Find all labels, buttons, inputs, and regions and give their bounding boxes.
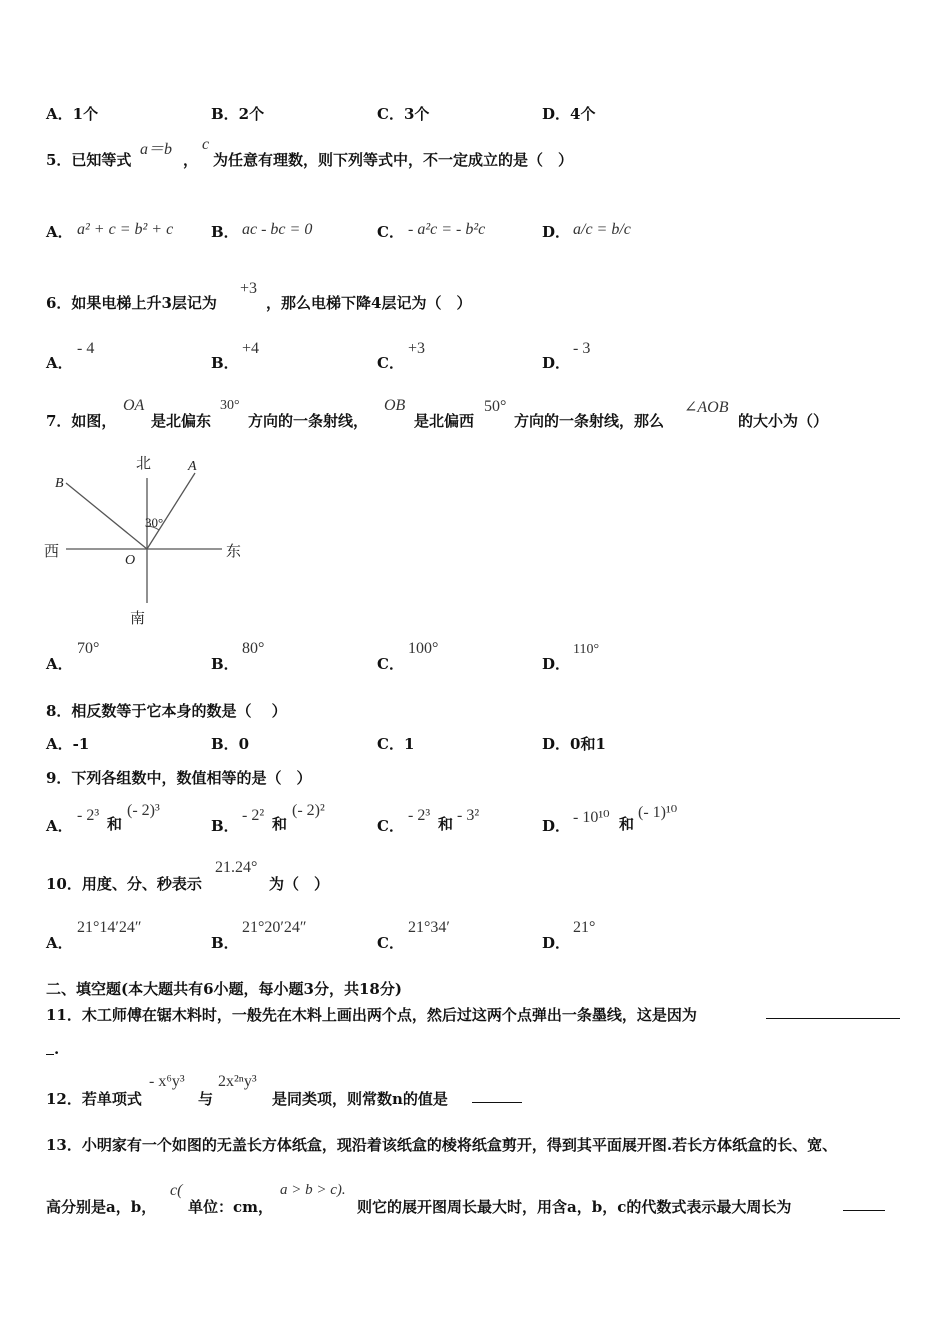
q6-option-d: - 3 (573, 340, 591, 357)
q9-c-and: 和 (438, 815, 454, 833)
q7-angle: ∠AOB (684, 399, 729, 416)
q8-option-d: D．0和1 (542, 735, 606, 753)
q7-direction-figure (40, 448, 260, 628)
q9-c-first: - 2³ (408, 807, 431, 824)
q12-term-1: - x⁶y³ (149, 1073, 185, 1090)
q7-b-label: B． (211, 655, 239, 673)
q10-b-label: B． (211, 934, 239, 952)
q5-comma: ， (183, 151, 199, 169)
q6-value: +3 (240, 280, 258, 297)
q10-stem-post: 为（ ） (269, 875, 330, 893)
q5-b-label: B． (211, 223, 239, 241)
q5-option-d: a/c = b/c (573, 221, 631, 238)
q5-d-label: D． (542, 223, 571, 241)
q5-a-label: A． (46, 223, 73, 241)
q10-option-d: 21° (573, 919, 596, 936)
q5-equation: a＝b (140, 141, 173, 158)
q13-line-1: 13．小明家有一个如图的无盖长方体纸盒，现沿着该纸盒的棱将纸盒剪开，得到其平面展开图.若长方体纸盒的长、宽、 (46, 1136, 838, 1154)
q4-option-b: B．2个 (211, 105, 265, 123)
q4-option-d: D．4个 (542, 105, 596, 123)
q7-a-label: A． (46, 655, 73, 673)
q10-d-label: D． (542, 934, 571, 952)
q6-c-label: C． (377, 354, 404, 372)
q9-a-second: (- 2)³ (127, 802, 160, 819)
q7-stem-4: 是北偏西 (414, 412, 475, 430)
label-south: 南 (130, 609, 146, 627)
q13-c-paren: c( (170, 1182, 183, 1199)
section-2-title: 二、填空题(本大题共有6小题，每小题3分，共18分) (46, 980, 402, 998)
q11-tail: . (54, 1040, 60, 1058)
q13-line-2b: 则它的展开图周长最大时，用含a，b，c的代数式表示最大周长为 (357, 1198, 792, 1216)
q9-b-second: (- 2)² (292, 802, 325, 819)
label-north: 北 (136, 454, 152, 472)
q7-stem-6: 的大小为（） (738, 412, 829, 430)
q7-c-label: C． (377, 655, 404, 673)
q5-option-c: - a²c = - b²c (408, 221, 486, 238)
q8-option-c: C．1 (377, 735, 415, 753)
q7-option-b: 80° (242, 640, 265, 657)
q9-a-and: 和 (107, 815, 123, 833)
q7-option-a: 70° (77, 640, 100, 657)
q7-stem-3: 方向的一条射线， (248, 412, 369, 430)
q13-unit: 单位：cm， (188, 1198, 274, 1216)
q6-stem-pre: 6．如果电梯上升3层记为 (46, 294, 217, 312)
q6-option-b: +4 (242, 340, 260, 357)
q10-a-label: A． (46, 934, 73, 952)
q5-c-label: C． (377, 223, 404, 241)
q12-stem-post: 是同类项，则常数n的值是 (272, 1090, 448, 1108)
q6-a-label: A． (46, 354, 73, 372)
ray-ob (66, 483, 147, 549)
q6-stem-post: ，那么电梯下降4层记为（ ） (266, 294, 472, 312)
q5-c: c (202, 136, 210, 153)
q7-stem-1: 7．如图， (46, 412, 117, 430)
label-a: A (188, 459, 197, 474)
q7-deg50: 50° (484, 398, 507, 415)
q7-d-label: D． (542, 655, 571, 673)
q10-option-a: 21°14′24″ (77, 919, 142, 936)
q4-option-c: C．3个 (377, 105, 430, 123)
q12-term-2: 2x²ⁿy³ (218, 1073, 257, 1090)
q8-stem: 8．相反数等于它本身的数是（ ） (46, 702, 287, 720)
q10-option-b: 21°20′24″ (242, 919, 307, 936)
q9-a-label: A． (46, 817, 73, 835)
q5-stem-pre: 5．已知等式 (46, 151, 132, 169)
q9-c-label: C． (377, 817, 404, 835)
label-west: 西 (44, 542, 60, 560)
q10-value: 21.24° (215, 859, 258, 876)
q11-answer-blank-cont[interactable] (46, 1040, 54, 1055)
q9-b-and: 和 (272, 815, 288, 833)
q6-d-label: D． (542, 354, 571, 372)
q8-option-b: B．0 (211, 735, 250, 753)
q7-option-c: 100° (408, 640, 439, 657)
label-angle-30: 30° (145, 515, 164, 530)
q6-option-c: +3 (408, 340, 426, 357)
q12-with: 与 (198, 1090, 214, 1108)
q9-b-label: B． (211, 817, 239, 835)
q9-d-label: D． (542, 817, 571, 835)
q9-d-second: (- 1)¹⁰ (638, 804, 678, 821)
q7-oa: OA (123, 397, 145, 414)
q12-stem-pre: 12．若单项式 (46, 1090, 142, 1108)
q7-deg30: 30° (220, 398, 240, 413)
q7-stem-5: 方向的一条射线，那么 (514, 412, 665, 430)
q7-stem-2: 是北偏东 (151, 412, 212, 430)
q8-option-a: A．-1 (46, 735, 90, 753)
q6-b-label: B． (211, 354, 239, 372)
q7-option-d: 110° (573, 642, 600, 657)
ray-oa (147, 473, 195, 549)
q10-stem-pre: 10．用度、分、秒表示 (46, 875, 202, 893)
q13-condition: a > b > c). (280, 1182, 346, 1198)
q9-d-first: - 10¹⁰ (573, 809, 610, 826)
q13-answer-blank[interactable] (843, 1196, 885, 1211)
q13-line-2a: 高分别是a，b， (46, 1198, 157, 1216)
label-b: B (55, 476, 64, 491)
q6-option-a: - 4 (77, 340, 95, 357)
q11-answer-blank[interactable] (766, 1004, 900, 1019)
q12-answer-blank[interactable] (472, 1088, 522, 1103)
q11-stem: 11．木工师傅在锯木料时，一般先在木料上画出两个点，然后过这两个点弹出一条墨线，这是因为 (46, 1006, 697, 1024)
q9-stem: 9．下列各组数中，数值相等的是（ ） (46, 769, 312, 787)
label-o: O (125, 553, 136, 568)
q9-c-second: - 3² (457, 807, 480, 824)
label-east: 东 (226, 542, 242, 560)
q10-c-label: C． (377, 934, 404, 952)
q9-a-first: - 2³ (77, 807, 100, 824)
q5-stem-post: 为任意有理数，则下列等式中，不一定成立的是（ ） (213, 151, 574, 169)
q4-option-a: A．1个 (46, 105, 99, 123)
q9-d-and: 和 (619, 815, 635, 833)
q5-option-b: ac - bc = 0 (242, 221, 313, 238)
q7-ob: OB (384, 397, 406, 414)
q9-b-first: - 2² (242, 807, 265, 824)
q10-option-c: 21°34′ (408, 919, 450, 936)
q5-option-a: a² + c = b² + c (77, 221, 174, 238)
